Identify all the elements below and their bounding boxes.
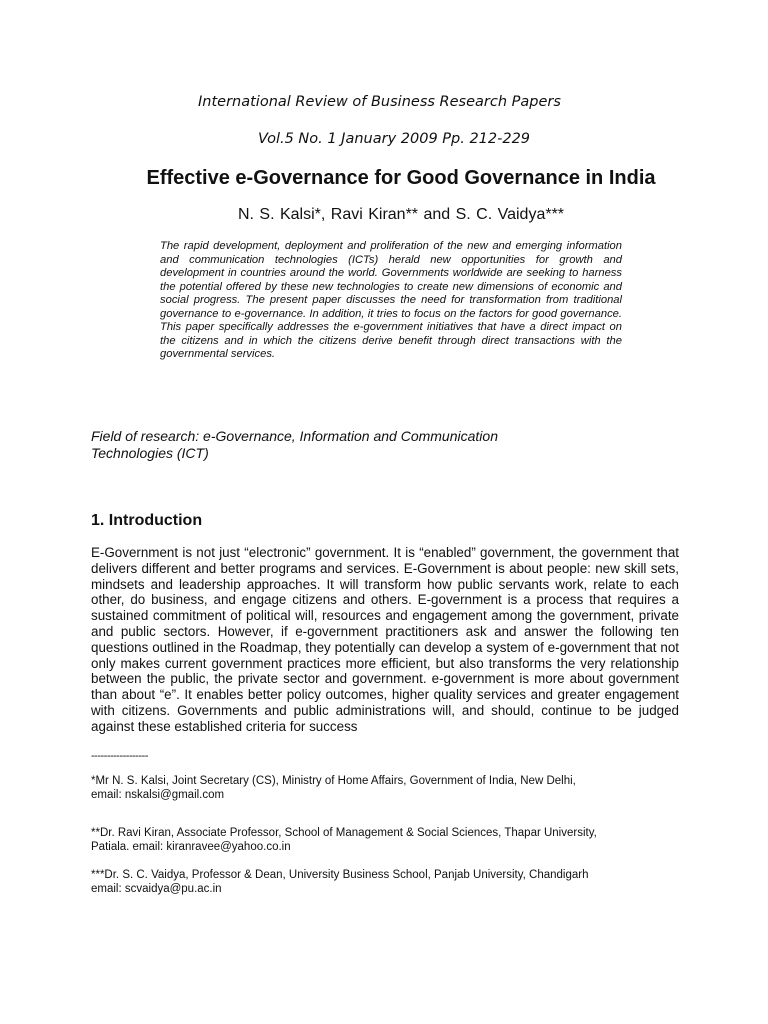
paper-title: Effective e-Governance for Good Governance in India [146, 167, 656, 189]
footnote-email: Patiala. email: kiranravee@yahoo.co.in [91, 841, 291, 854]
footnote-affiliation: **Dr. Ravi Kiran, Associate Professor, School of Management & Social Sciences, Thapar University, [91, 827, 597, 839]
footnote-kalsi [91, 774, 691, 803]
footnote-divider: ------------------ [91, 750, 148, 762]
section-heading-introduction: 1. Introduction [91, 512, 203, 529]
footnote-affiliation: ***Dr. S. C. Vaidya, Professor & Dean, University Business School, Panjab University, Chandigarh [91, 869, 589, 881]
footnote-email: email: nskalsi@gmail.com [91, 789, 225, 802]
journal-issue: Vol.5 No. 1 January 2009 Pp. 212-229 [258, 131, 531, 147]
footnote-affiliation: *Mr N. S. Kalsi, Joint Secretary (CS), Ministry of Home Affairs, Government of India, New Delhi, [91, 775, 576, 787]
footnote-vaidya [91, 868, 691, 897]
footnote-email: email: scvaidya@pu.ac.in [91, 883, 222, 896]
introduction-body: E-Government is not just “electronic” government. It is “enabled” government, the government that delivers different and better programs and services. E-Government is about people: new skill sets, mindsets and leadership approaches. It will transform how public servants work, relate to each other, do business, and engage citizens and others. E-government is a process that requires a sustained commitment of political will, resources and engagement among the government, private and public sectors. However, if e-government practitioners ask and answer the following ten questions outlined in the Roadmap, they potentially can develop a system of e-government that not only makes current government practices more efficient, but also transforms the very relationship between the public, the private sector and government. e-government is more about government than about “e”. It enables better policy outcomes, higher quality services and greater engagement with citizens. Governments and public administrations will, and should, continue to be judged against these established criteria for success [91, 545, 679, 734]
field-of-research: Field of research: e-Governance, Information and Communication Technologies (ICT) [91, 428, 498, 461]
authors-line: N. S. Kalsi*, Ravi Kiran** and S. C. Vaidya*** [237, 206, 565, 223]
abstract: The rapid development, deployment and proliferation of the new and emerging information and communication technologies (ICTs) herald new opportunities for growth and development in countries around the world. Governments worldwide are seeking to harness the potential offered by these new technologies to create new dimensions of economic and social progress. The present paper discusses the need for transformation from traditional governance to e-governance. In addition, it tries to focus on the factors for good governance. This paper specifically addresses the e-government initiatives that have a direct impact on the citizens and in which the citizens derive benefit through direct transactions with the governmental services. [160, 240, 622, 360]
footnote-kiran [91, 826, 691, 855]
journal-name: International Review of Business Research Papers [198, 94, 561, 110]
